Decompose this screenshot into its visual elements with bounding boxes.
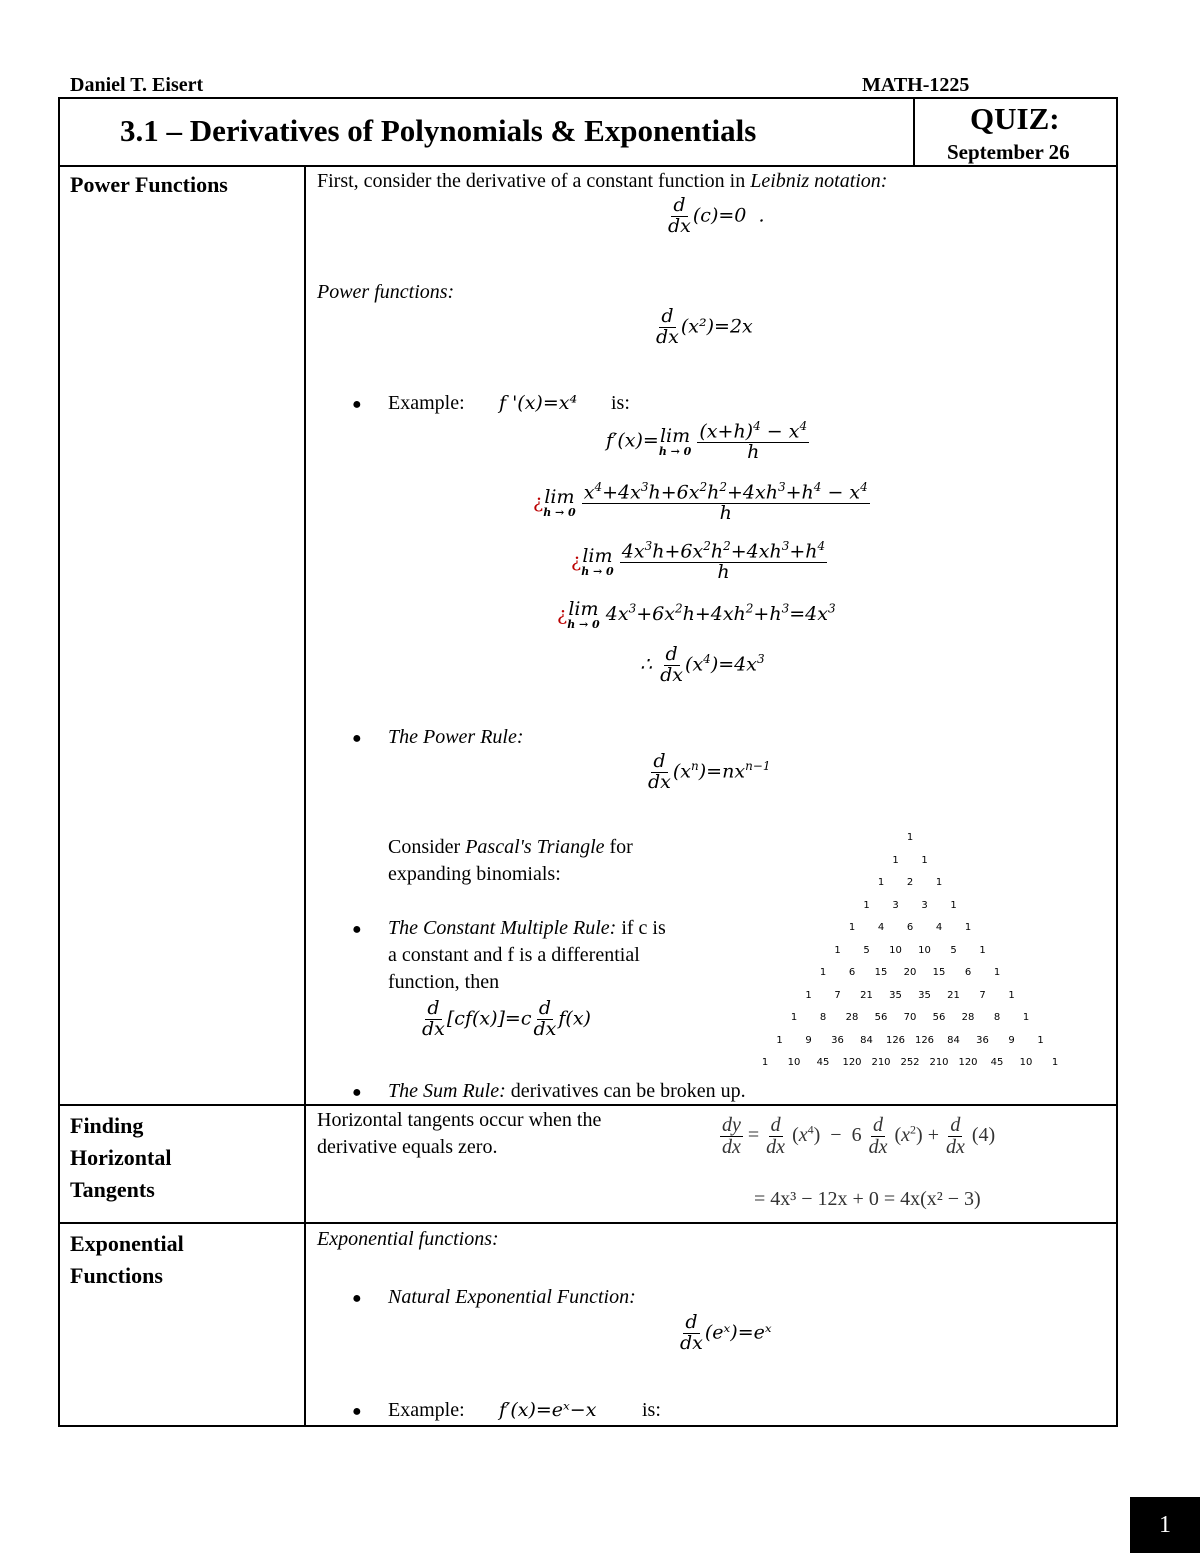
pascal-number: 6 — [964, 967, 972, 978]
pascal-number: 7 — [979, 989, 986, 1001]
pascal-number: 70 — [903, 1012, 917, 1023]
pascal-number: 4 — [935, 922, 943, 933]
constant-multiple-line1 — [388, 917, 666, 940]
pascal-number: 45 — [990, 1057, 1004, 1068]
section-label-line: Exponential — [70, 1231, 184, 1256]
pascal-text-b: Pascal's Triangle — [465, 836, 605, 858]
example-label: Example: — [388, 392, 465, 414]
pascal-number: 20 — [903, 967, 917, 978]
pascal-number: 6 — [848, 967, 856, 978]
pascal-number: 120 — [958, 1057, 978, 1068]
pascal-number: 1 — [906, 832, 914, 843]
pascal-number: 84 — [860, 1034, 873, 1046]
limit-step-1: f′(x)=lim h → 0 $\frac{(x+h)^4 - x^4}{h}$ — [606, 419, 808, 464]
pascal-number: 10 — [918, 944, 931, 956]
pascal-text-c: for — [604, 836, 633, 858]
pascal-number: 3 — [892, 899, 899, 911]
pascal-number: 45 — [816, 1057, 830, 1068]
pascal-number: 56 — [874, 1012, 888, 1023]
page-number: 1 — [1130, 1497, 1200, 1553]
pascal-number: 1 — [776, 1034, 783, 1046]
example-is: is: — [611, 392, 630, 414]
pascal-number: 1 — [863, 899, 870, 911]
sum-rule-label: The Sum Rule: — [388, 1080, 506, 1102]
pascal-number: 8 — [819, 1012, 827, 1023]
pascal-number: 21 — [947, 989, 960, 1001]
pascal-number: 7 — [834, 989, 841, 1001]
section-label-line: Finding — [70, 1113, 144, 1138]
x-squared-rule-rhs: (x²)=2x — [680, 315, 753, 338]
exponential-example-function: f′(x)=eˣ−x — [499, 1399, 597, 1421]
pascal-number: 35 — [889, 989, 902, 1001]
pascal-triangle — [750, 832, 1070, 1082]
pascal-number: 1 — [877, 877, 885, 888]
author-name: Daniel T. Eisert — [70, 74, 204, 96]
pascal-number: 1 — [834, 944, 841, 956]
pascal-number: 210 — [871, 1057, 891, 1068]
constant-multiple-line3: function, then — [388, 971, 500, 993]
pascal-number: 15 — [874, 967, 888, 978]
pascal-number: 1 — [979, 944, 986, 956]
exponential-heading: Exponential functions: — [317, 1228, 499, 1250]
pascal-number: 35 — [918, 989, 931, 1001]
bullet-icon: ● — [352, 730, 362, 747]
pascal-number: 36 — [831, 1034, 844, 1046]
horizontal-text-line1: Horizontal tangents occur when the — [317, 1109, 602, 1131]
bullet-icon: ● — [352, 396, 362, 413]
pascal-number: 1 — [848, 922, 856, 933]
pascal-number: 1 — [790, 1012, 798, 1023]
bullet-icon: ● — [352, 1403, 362, 1420]
pascal-number: 21 — [860, 989, 873, 1001]
pascal-number: 1 — [1008, 989, 1015, 1001]
pascal-number: 5 — [863, 944, 870, 956]
natural-exponential-rhs: (eˣ)=eˣ — [704, 1321, 772, 1344]
pascal-number: 10 — [1019, 1057, 1033, 1068]
pascal-number: 210 — [929, 1057, 949, 1068]
pascal-number: 1 — [892, 854, 899, 866]
natural-exponential-equation: $\frac{d}{dx}$ (eˣ)=eˣ — [680, 1311, 772, 1354]
pascal-number: 1 — [950, 899, 957, 911]
course-code: MATH-1225 — [862, 74, 970, 96]
pascal-number: 84 — [947, 1034, 960, 1046]
power-rule-label: The Power Rule: — [388, 726, 524, 748]
constant-rule-equation: $\frac{d}{dx}$ (c)=0 . — [668, 194, 765, 237]
section-label-line: Horizontal — [70, 1145, 172, 1170]
power-rule-equation: $\frac{d}{dx}$ $(x^n)=nx^{n-1}$ — [648, 750, 771, 793]
section-label-horizontal-tangents — [70, 1110, 171, 1206]
bullet-icon: ● — [352, 921, 362, 938]
pascal-number: 1 — [805, 989, 812, 1001]
pascal-number: 2 — [906, 877, 914, 888]
pascal-number: 1 — [1022, 1012, 1030, 1023]
exponential-example-is: is: — [642, 1399, 661, 1421]
intro-text-a: First, consider the derivative of a constant function in — [317, 170, 751, 192]
sum-rule-text: derivatives can be broken up. — [505, 1080, 746, 1102]
pascal-number: 1 — [935, 877, 943, 888]
x-squared-rule-equation: $\frac{d}{dx}$ (x²)=2x — [656, 305, 753, 348]
exponential-example-label: Example: — [388, 1399, 465, 1421]
pascal-number: 8 — [993, 1012, 1001, 1023]
pascal-number: 15 — [932, 967, 946, 978]
pascal-number: 9 — [805, 1034, 812, 1046]
pascal-number: 5 — [950, 944, 957, 956]
pascal-number: 4 — [877, 922, 885, 933]
pascal-number: 9 — [1008, 1034, 1015, 1046]
section-label-line: Tangents — [70, 1177, 155, 1202]
limit-conclusion: ∴ $\frac{d}{dx}$ $(x^4)=4x^3$ — [640, 643, 765, 686]
section-label-line: Functions — [70, 1263, 163, 1288]
horizontal-equation-line1: $\frac{dy}{dx}$ = $\frac{d}{dx}$ $(x^4) - 6$ $\frac{d}{dx}$ $(x^2)$ + $\frac{d}{dx}$ (4) — [722, 1114, 996, 1158]
bullet-icon: ● — [352, 1290, 362, 1307]
pascal-number: 6 — [906, 922, 914, 933]
pascal-number: 252 — [900, 1057, 920, 1068]
section-label-power-functions: Power Functions — [70, 172, 228, 197]
pascal-number: 36 — [976, 1034, 989, 1046]
pascal-number: 28 — [845, 1012, 859, 1023]
pascal-text-line1 — [388, 836, 633, 859]
pascal-number: 1 — [761, 1057, 769, 1068]
constant-multiple-line2: a constant and f is a differential — [388, 944, 640, 966]
pascal-number: 1 — [964, 922, 972, 933]
pascal-text-line2: expanding binomials: — [388, 863, 561, 885]
limit-step-4: ¿lim h → 0 $4x^3+6x^2h+4xh^2+h^3=4x^3$ — [557, 598, 836, 631]
pascal-text-a: Consider — [388, 836, 466, 858]
quiz-date: September 26 — [947, 140, 1070, 164]
page-title: 3.1 – Derivatives of Polynomials & Exponentials — [120, 113, 757, 148]
horizontal-text-line2: derivative equals zero. — [317, 1136, 498, 1158]
intro-text-b: Leibniz notation: — [750, 170, 888, 192]
horizontal-equation-line2: = 4x³ − 12x + 0 = 4x(x² − 3) — [754, 1188, 981, 1210]
constant-multiple-equation: $\frac{d}{dx}$ [cf(x)]=c $\frac{d}{dx}$ f(x) — [422, 997, 591, 1040]
power-functions-heading: Power functions: — [317, 281, 455, 303]
limit-step-3: ¿lim h → 0 $\frac{4x^3h+6x^2h^2+4xh^3+h^4}{h}$ — [571, 539, 826, 584]
intro-text — [317, 170, 887, 193]
pascal-number: 1 — [921, 854, 928, 866]
section-label-exponential-functions — [70, 1228, 184, 1292]
pascal-number: 120 — [842, 1057, 862, 1068]
constant-rule-rhs: (c)=0 — [692, 204, 747, 227]
constant-multiple-label: The Constant Multiple Rule: — [388, 917, 617, 939]
pascal-number: 1 — [1051, 1057, 1059, 1068]
example-function: f '(x)=x⁴ — [499, 392, 578, 414]
pascal-number: 126 — [914, 1034, 935, 1046]
pascal-number: 1 — [819, 967, 827, 978]
quiz-label: QUIZ: — [970, 101, 1060, 136]
pascal-number: 10 — [787, 1057, 801, 1068]
bullet-icon: ● — [352, 1084, 362, 1101]
pascal-number: 1 — [1037, 1034, 1044, 1046]
pascal-number: 28 — [961, 1012, 975, 1023]
limit-step-2: ¿lim h → 0 $\frac{x^4+4x^3h+6x^2h^2+4xh^3+h^4 - x^4}{h}$ — [533, 480, 868, 525]
constant-multiple-text-a: if c is — [616, 917, 666, 939]
pascal-number: 56 — [932, 1012, 946, 1023]
pascal-number: 3 — [921, 899, 928, 911]
pascal-number: 10 — [889, 944, 902, 956]
sum-rule-line — [388, 1080, 746, 1103]
pascal-number: 1 — [993, 967, 1001, 978]
pascal-number: 126 — [885, 1034, 906, 1046]
natural-exponential-label: Natural Exponential Function: — [388, 1286, 636, 1308]
